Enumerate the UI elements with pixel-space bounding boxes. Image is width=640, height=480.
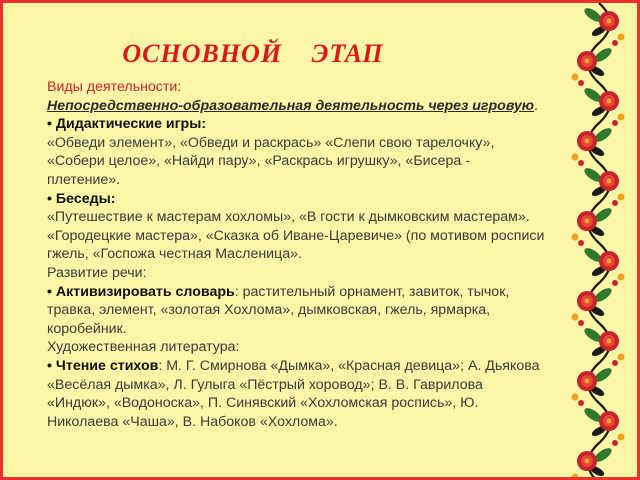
ornament-berry bbox=[578, 160, 584, 166]
conversations-label: • Беседы: bbox=[47, 190, 116, 207]
ornament-flower-core bbox=[585, 379, 590, 384]
ornament-flower-core bbox=[585, 299, 590, 304]
ornament-berry bbox=[618, 354, 625, 361]
activity-types-heading: Виды деятельности bbox=[47, 79, 178, 95]
vocabulary-line: • Активизировать словарь: растительный орнамент, завиток, тычок, травка, элемент, «золотая Хохлома», дымковская, гжель, ярмарка, коробейник. bbox=[47, 283, 510, 337]
ornament-flower-core bbox=[607, 99, 612, 104]
ornament-berry bbox=[572, 74, 579, 81]
ornament-flower-core bbox=[607, 179, 612, 184]
ornament-berry bbox=[612, 40, 618, 46]
ornament-berry bbox=[612, 360, 618, 366]
literature-heading: Художественная литература: bbox=[47, 339, 240, 356]
slide-title: ОСНОВНОЙ ЭТАП bbox=[122, 39, 384, 68]
ornament-flower-core bbox=[585, 139, 590, 144]
ornament-berry bbox=[618, 274, 625, 281]
ornament-berry bbox=[572, 474, 579, 478]
ornament-flower-core bbox=[585, 219, 590, 224]
ornament-flower-core bbox=[607, 19, 612, 24]
ornament-berry bbox=[572, 394, 579, 401]
ornament-berry bbox=[578, 320, 584, 326]
didactic-games-label: • Дидактические игры: bbox=[47, 116, 207, 133]
reading-text: : М. Г. Смирнова «Дымка», «Красная девица»; А. Дьякова «Весёлая дымка», Л. Гулыга «Пёстрый хоровод»; В. В. Гаврилова «Индюк», «Водоноска», П. Синявский «Хохломская роспись», Ю. Николаева «Чаша», В. Набоков «Хохлома». bbox=[47, 357, 540, 430]
vocabulary-text: : растительный орнамент, завиток, тычок, травка, элемент, «золотая Хохлома», дымковская, гжель, ярмарка, коробейник. bbox=[47, 283, 510, 337]
reading-label: Чтение стихов bbox=[55, 357, 159, 374]
ornament-berry bbox=[618, 114, 625, 121]
khokhloma-border-ornament-icon bbox=[559, 3, 637, 477]
vocabulary-label: Активизировать словарь bbox=[55, 283, 235, 300]
ornament-berry bbox=[572, 314, 579, 321]
ornament-flower-core bbox=[607, 339, 612, 344]
ornament-flower-core bbox=[585, 59, 590, 64]
ornament-berry bbox=[578, 240, 584, 246]
ornament-berry bbox=[578, 400, 584, 406]
subheading-line: Непосредственно-образовательная деятельность через игровую. bbox=[47, 97, 538, 114]
ornament-flower-core bbox=[607, 259, 612, 264]
reading-line: • Чтение стихов: М. Г. Смирнова «Дымка», «Красная девица»; А. Дьякова «Весёлая дымка», Л. Гулыга «Пёстрый хоровод»; В. В. Гаврилова «Индюк», «Водоноска», П. Синявский «Хохломская роспись», Ю. Николаева «Чаша», В. Набоков «Хохлома». bbox=[47, 357, 540, 430]
ornament-berry bbox=[612, 200, 618, 206]
ornament-berry bbox=[612, 280, 618, 286]
slide-body bbox=[47, 78, 547, 431]
ornament-flower-core bbox=[607, 419, 612, 424]
ornament-berry bbox=[578, 80, 584, 86]
ornament-berry bbox=[612, 440, 618, 446]
didactic-games-text: «Обведи элемент», «Обведи и раскрась» «Слепи свою тарелочку», «Собери целое», «Найди пару», «Раскрась игрушку», «Бисера - плетение». bbox=[47, 134, 495, 188]
ornament-berry bbox=[612, 120, 618, 126]
ornament-berry bbox=[618, 194, 625, 201]
ornament-flower-core bbox=[585, 459, 590, 464]
speech-heading: Развитие речи: bbox=[47, 264, 147, 281]
conversations-text: «Путешествие к мастерам хохломы», «В гости к дымковским мастерам». «Городецкие мастера», «Сказка об Иване-Царевиче» (по мотивом росписи гжель, «Госпожа честная Масленица». bbox=[47, 209, 545, 263]
ornament-berry bbox=[618, 434, 625, 441]
ornament-berry bbox=[618, 34, 625, 41]
activity-types-line: Виды деятельности: bbox=[47, 79, 182, 95]
ornament-berry bbox=[572, 154, 579, 161]
subheading: Непосредственно-образовательная деятельность через игровую bbox=[47, 97, 535, 114]
ornament-berry bbox=[572, 234, 579, 241]
